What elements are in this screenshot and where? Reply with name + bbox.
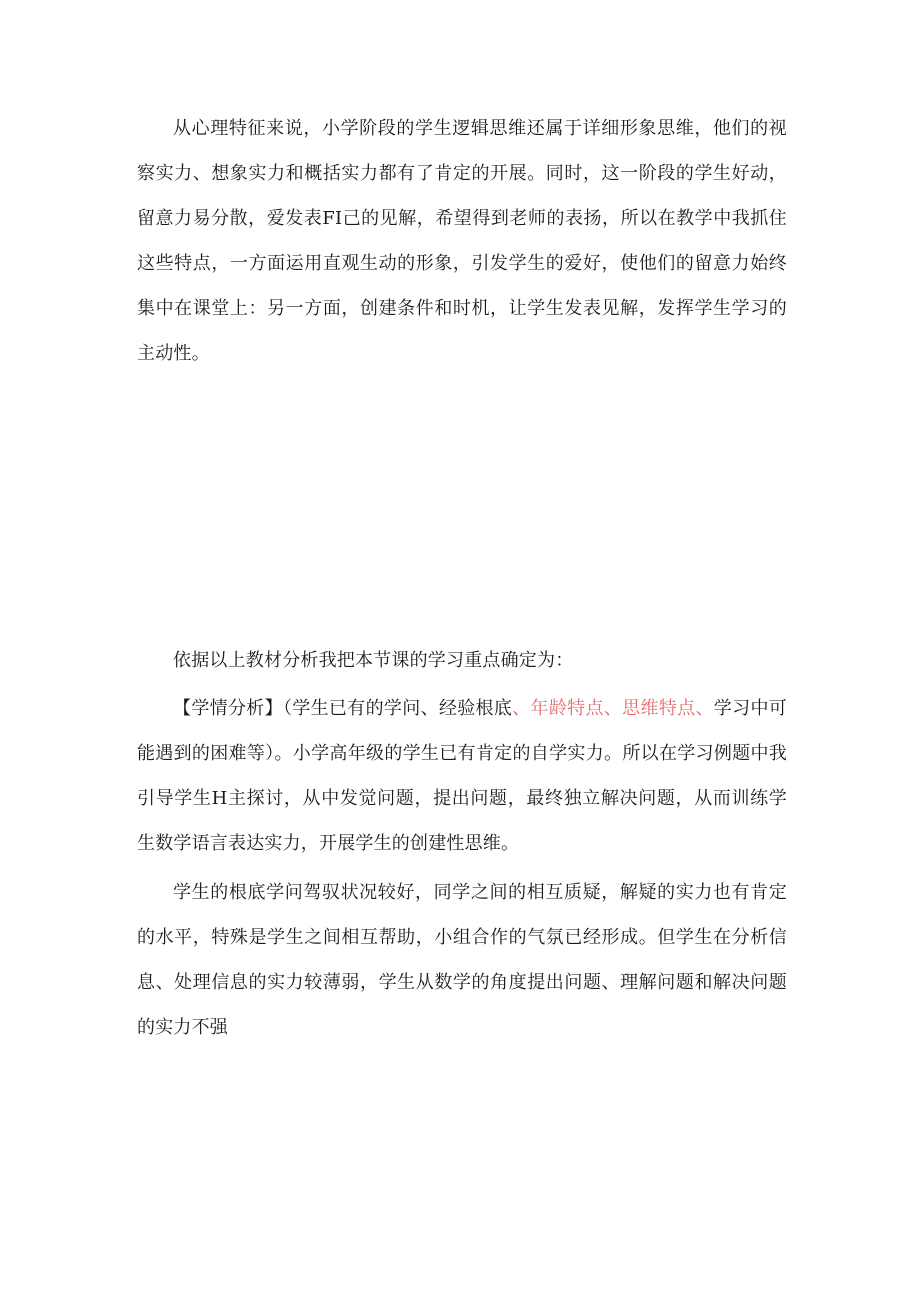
learning-analysis-text-a: 【学情分析】（学生已有的学问、经验根底 (173, 698, 513, 719)
learning-analysis-text-c: 学习中可能遇到的困难等）。小学高年级的学生已有肯定的自学实力。所以在学习例题中我引导学生H主探讨，从中发觉问题，提出问题，最终独立解决问题，从而训练学生数学语言表达实力，开展学生的创建性思维。 (137, 698, 787, 854)
paragraph-key-points-intro: 依据以上教材分析我把本节课的学习重点确定为： (173, 650, 574, 671)
paragraph-psychology: 从心理特征来说，小学阶段的学生逻辑思维还属于详细形象思维，他们的视察实力、想象实力和概括实力都有了肯定的开展。同时，这一阶段的学生好动，留意力易分散，爱发表FI己的见解，希望得到老师的表扬，所以在教学中我抓住这些特点，一方面运用直观生动的形象，引发学生的爱好，使他们的留意力始终集中在课堂上：另一方面，创建条件和时机，让学生发表见解，发挥学生学习的主动性。 (137, 118, 787, 364)
paragraph-student-basis: 学生的根底学问驾驭状况较好，同学之间的相互质疑，解疑的实力也有肯定的水平，特殊是学生之间相互帮助，小组合作的气氛已经形成。但学生在分析信息、处理信息的实力较薄弱，学生从数学的角度提出问题、理解问题和解决问题的实力不强 (137, 882, 787, 1038)
paragraph-learning-analysis (137, 686, 787, 866)
learning-analysis-highlight: 、年龄特点、思维特点、 (512, 698, 714, 719)
